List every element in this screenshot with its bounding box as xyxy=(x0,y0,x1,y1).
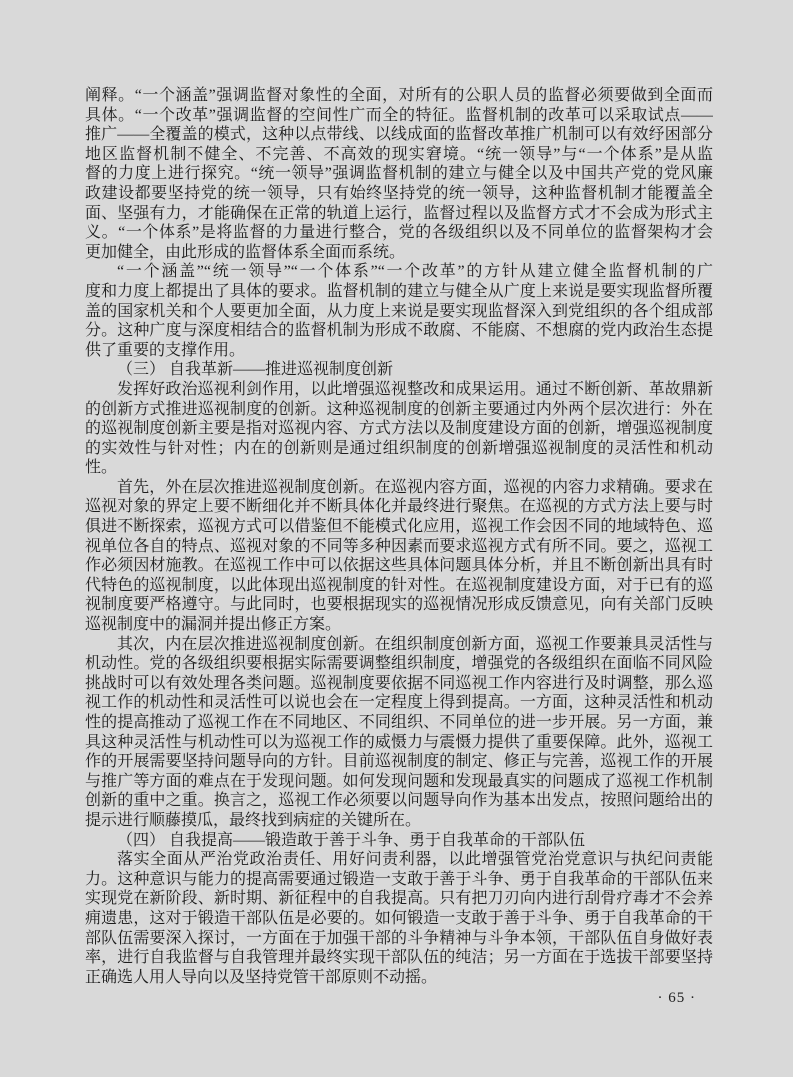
paragraph-line: 的实效性与针对性；内在的创新则是通过组织制度的创新增强巡视制度的灵活性和机动 xyxy=(85,439,713,457)
paragraph-line: “一个涵盖”“统一领导”“一个体系”“一个改革”的方针从建立健全监督机制的广 xyxy=(117,263,713,281)
paragraph-line: 供了重要的支撑作用。 xyxy=(85,341,246,359)
paragraph-line: 督的力度上进行探究。“统一领导”强调监督机制的建立与健全以及中国共产党的党风廉 xyxy=(85,165,713,183)
paragraph-line: 具体。“一个改革”强调监督的空间性广而全的特征。监督机制的改革可以采取试点—— xyxy=(85,106,713,124)
paragraph-line: 力。这种意识与能力的提高需要通过锻造一支敢于善于斗争、勇于自我革命的干部队伍来 xyxy=(85,870,713,888)
paragraph-line: 实现党在新阶段、新时期、新征程中的自我提高。只有把刀刃向内进行刮骨疗毒才不会养 xyxy=(85,890,713,908)
paragraph-line: 挑战时可以有效处理各类问题。巡视制度要依据不同巡视工作内容进行及时调整，那么巡 xyxy=(85,674,713,692)
section-heading: （四） 自我提高——锻造敢于善于斗争、勇于自我革命的干部队伍 xyxy=(117,831,586,849)
paragraph-line: 政建设都要坚持党的统一领导，只有始终坚持党的统一领导，这种监督机制才能覆盖全 xyxy=(85,184,713,202)
paragraph-line: 具这种灵活性与机动性可以为巡视工作的威慑力与震慑力提供了重要保障。此外，巡视工 xyxy=(85,733,713,751)
paragraph-line: 视制度要严格遵守。与此同时，也要根据现实的巡视情况形成反馈意见，向有关部门反映 xyxy=(85,596,713,614)
paragraph-line: 更加健全，由此形成的监督体系全面而系统。 xyxy=(85,243,406,261)
paragraph-line: 地区监督机制不健全、不完善、不高效的现实窘境。“统一领导”与“一个体系”是从监 xyxy=(85,145,713,163)
paragraph-line: 痈遗患，这对于锻造干部队伍是必要的。如何锻造一支敢于善于斗争、勇于自我革命的干 xyxy=(85,909,713,927)
paragraph-line: 首先，外在层次推进巡视制度创新。在巡视内容方面，巡视的内容力求精确。要求在 xyxy=(117,478,713,496)
paragraph-line: 度和力度上都提出了具体的要求。监督机制的建立与健全从广度上来说是要实现监督所覆 xyxy=(85,282,713,300)
paragraph-line: 盖的国家机关和个人要更加全面，从力度上来说是要实现监督深入到党组织的各个组成部 xyxy=(85,302,713,320)
paragraph-line: 视单位各自的特点、巡视对象的不同等多种因素而要求巡视方式有所不同。要之，巡视工 xyxy=(85,537,713,555)
paragraph-line: 部队伍需要深入探讨，一方面在于加强干部的斗争精神与斗争本领，干部队伍自身做好表 xyxy=(85,929,713,947)
paragraph-line: 俱进不断探索，巡视方式可以借鉴但不能模式化应用，巡视工作会因不同的地域特色、巡 xyxy=(85,518,713,536)
paragraph-line: 阐释。“一个涵盖”强调监督对象性的全面，对所有的公职人员的监督必须要做到全面而 xyxy=(85,87,713,104)
paragraph-line: 巡视对象的界定上要不断细化并不断具体化并最终进行聚焦。在巡视的方式方法上要与时 xyxy=(85,498,713,516)
paragraph-line: 正确选人用人导向以及坚持党管干部原则不动摇。 xyxy=(85,968,438,986)
paragraph-line: 视工作的机动性和灵活性可以说也会在一定程度上得到提高。一方面，这种灵活性和机动 xyxy=(85,694,713,712)
paragraph-line: 面、坚强有力，才能确保在正常的轨道上运行，监督过程以及监督方式才不会成为形式主 xyxy=(85,204,713,222)
paragraph-line: 性。 xyxy=(85,459,118,477)
paragraph-line: 义。“一个体系”是将监督的力量进行整合，党的各级组织以及不同单位的监督架构才会 xyxy=(85,224,713,242)
paragraph-line: 率，进行自我监督与自我管理并最终实现干部队伍的纯洁；另一方面在于选拔干部要坚持 xyxy=(85,949,713,967)
paragraph-line: 巡视制度中的漏洞并提出修正方案。 xyxy=(85,616,342,634)
page-number: · 65 · xyxy=(657,990,696,1006)
paragraph-line: 分。这种广度与深度相结合的监督机制为形成不敢腐、不能腐、不想腐的党内政治生态提 xyxy=(85,322,713,340)
paragraph-line: 作的开展需要坚持问题导向的方针。目前巡视制度的制定、修正与完善，巡视工作的开展 xyxy=(85,753,713,771)
section-heading: （三） 自我革新——推进巡视制度创新 xyxy=(117,361,394,379)
paragraph-line: 落实全面从严治党政治责任、用好问责利器，以此增强管党治党意识与执纪问责能 xyxy=(117,851,713,869)
paragraph-line: 其次，内在层次推进巡视制度创新。在组织制度创新方面，巡视工作要兼具灵活性与 xyxy=(117,635,713,653)
paragraph-line: 发挥好政治巡视利剑作用，以此增强巡视整改和成果运用。通过不断创新、革故鼎新 xyxy=(117,380,713,398)
body-text xyxy=(85,86,713,987)
paragraph-line: 机动性。党的各级组织要根据实际需要调整组织制度，增强党的各级组织在面临不同风险 xyxy=(85,655,713,673)
paragraph-line: 性的提高推动了巡视工作在不同地区、不同组织、不同单位的进一步开展。另一方面，兼 xyxy=(85,714,713,731)
paragraph-line: 的创新方式推进巡视制度的创新。这种巡视制度的创新主要通过内外两个层次进行：外在 xyxy=(85,400,713,418)
paragraph-line: 的巡视制度创新主要是指对巡视内容、方式方法以及制度建设方面的创新，增强巡视制度 xyxy=(85,420,713,438)
paragraph-line: 提示进行顺藤摸瓜，最终找到病症的关键所在。 xyxy=(85,811,422,829)
paragraph-line: 推广——全覆盖的模式，这种以点带线、以线成面的监督改革推广机制可以有效纾困部分 xyxy=(85,126,713,144)
paragraph-line: 与推广等方面的难点在于发现问题。如何发现问题和发现最真实的问题成了巡视工作机制 xyxy=(85,772,713,790)
paragraph-line: 代特色的巡视制度，以此体现出巡视制度的针对性。在巡视制度建设方面，对于已有的巡 xyxy=(85,576,713,594)
paragraph-line: 作必须因材施教。在巡视工作中可以依据这些具体问题具体分析，并且不断创新出具有时 xyxy=(85,557,713,575)
paragraph-line: 创新的重中之重。换言之，巡视工作必须要以问题导向作为基本出发点，按照问题给出的 xyxy=(85,792,713,810)
